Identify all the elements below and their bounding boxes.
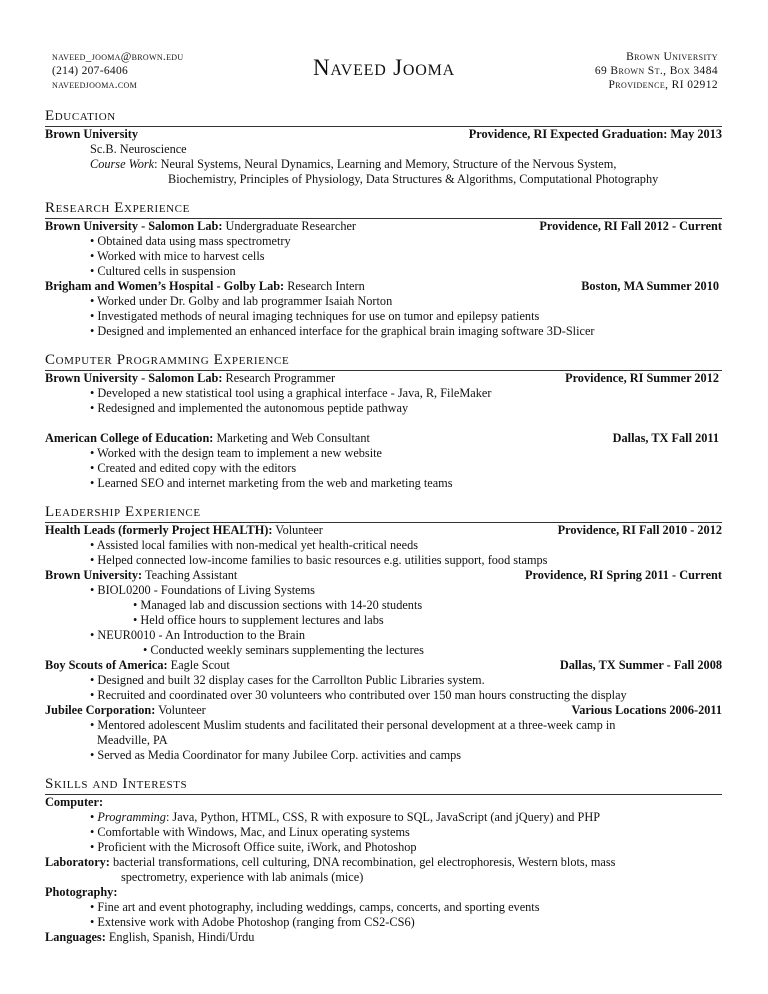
course-list-cont: Biochemistry, Principles of Physiology, Data Structures & Algorithms, Computational Photography	[168, 172, 659, 186]
address-block	[595, 50, 718, 92]
role: Research Programmer	[222, 371, 336, 385]
school: Brown University	[45, 127, 139, 141]
course-work-label: Course Work	[90, 157, 155, 171]
bullet: • Worked with mice to harvest cells	[90, 249, 265, 263]
category-label: Photography:	[45, 885, 118, 899]
bullet: • Helped connected low-income families to basic resources e.g. utilities support, food stamps	[90, 553, 548, 567]
section-heading: Skills and Interests	[45, 776, 722, 795]
bullet: • BIOL0200 - Foundations of Living Systems	[90, 583, 315, 597]
education-entry	[45, 127, 722, 142]
bullet: • Assisted local families with non-medical yet health-critical needs	[90, 538, 419, 552]
entry-header	[45, 703, 722, 718]
location-date: Providence, RI Fall 2012 - Current	[539, 219, 722, 233]
email: naveed_jooma@brown.edu	[52, 51, 184, 63]
bullet: • Extensive work with Adobe Photoshop (ranging from CS2-CS6)	[90, 915, 415, 929]
entry-header	[45, 568, 722, 583]
section-heading: Computer Programming Experience	[45, 352, 722, 371]
bullet-cont: Meadville, PA	[97, 733, 168, 747]
organization: Health Leads (formerly Project HEALTH):	[45, 523, 273, 537]
bullet: • Cultured cells in suspension	[90, 264, 236, 278]
skill-category	[45, 855, 722, 870]
bullet: • Learned SEO and internet marketing from the web and marketing teams	[90, 476, 453, 490]
course-work: Course Work: Neural Systems, Neural Dynamics, Learning and Memory, Structure of the Nervous System,	[90, 157, 617, 171]
bullet: • Proficient with the Microsoft Office suite, iWork, and Photoshop	[90, 840, 417, 854]
bullet: • NEUR0010 - An Introduction to the Brain	[90, 628, 306, 642]
address-line-1: 69 Brown St., Box 3484	[594, 65, 718, 77]
role: Research Intern	[284, 279, 365, 293]
location-date: Providence, RI Summer 2012	[565, 371, 719, 385]
research-section	[45, 200, 722, 339]
location-date: Providence, RI Fall 2010 - 2012	[557, 523, 722, 537]
candidate-name: Naveed Jooma	[313, 55, 455, 80]
education-section	[45, 108, 722, 187]
organization: Brown University - Salomon Lab:	[45, 219, 223, 233]
location-date: Providence, RI Expected Graduation: May 2013	[468, 127, 722, 141]
degree: Sc.B. Neuroscience	[90, 142, 187, 156]
sub-bullet: • Held office hours to supplement lectures and labs	[133, 613, 384, 627]
phone: (214) 207-6406	[52, 65, 129, 77]
skill-category	[45, 930, 722, 945]
lab-text: bacterial transformations, cell culturing, DNA recombination, gel electrophoresis, Western blots, mass	[109, 855, 616, 869]
entry-header	[45, 523, 722, 538]
entry-header	[45, 219, 722, 234]
role: Volunteer	[272, 523, 323, 537]
role: Eagle Scout	[167, 658, 230, 672]
location-date: Various Locations 2006-2011	[571, 703, 722, 717]
website: naveedjooma.com	[52, 79, 138, 91]
role: Marketing and Web Consultant	[213, 431, 370, 445]
section-heading: Research Experience	[45, 200, 722, 219]
location-date: Dallas, TX Summer - Fall 2008	[559, 658, 722, 672]
bullet: • Worked with the design team to implement a new website	[90, 446, 382, 460]
bullet: • Mentored adolescent Muslim students and facilitated their personal development at a three-week camp in	[90, 718, 616, 732]
organization: American College of Education:	[45, 431, 214, 445]
bullet: • Served as Media Coordinator for many Jubilee Corp. activities and camps	[90, 748, 462, 762]
programming-label: Programming	[97, 810, 166, 824]
section-heading: Leadership Experience	[45, 504, 722, 523]
bullet: • Developed a new statistical tool using a graphical interface - Java, R, FileMaker	[90, 386, 492, 400]
entry-header	[45, 371, 722, 386]
bullet: • Designed and built 32 display cases for the Carrollton Public Libraries system.	[90, 673, 485, 687]
location-date: Providence, RI Spring 2011 - Current	[525, 568, 722, 582]
sub-bullet: • Conducted weekly seminars supplementing the lectures	[143, 643, 424, 657]
location-date: Boston, MA Summer 2010	[581, 279, 719, 293]
section-heading: Education	[45, 108, 722, 127]
bullet: • Programming: Java, Python, HTML, CSS, R with exposure to SQL, JavaScript (and jQuery) and PHP	[90, 810, 601, 824]
bullet: • Worked under Dr. Golby and lab programmer Isaiah Norton	[90, 294, 393, 308]
bullet: • Obtained data using mass spectrometry	[90, 234, 291, 248]
category-label: Laboratory:	[45, 855, 110, 869]
category-label: Computer:	[45, 795, 104, 809]
sub-bullet: • Managed lab and discussion sections with 14-20 students	[133, 598, 423, 612]
lab-text-cont: spectrometry, experience with lab animals (mice)	[121, 870, 364, 884]
bullet: • Comfortable with Windows, Mac, and Linux operating systems	[90, 825, 410, 839]
location-date: Dallas, TX Fall 2011	[612, 431, 719, 445]
skill-category	[45, 885, 722, 900]
bullet: • Fine art and event photography, including weddings, camps, concerts, and sporting events	[90, 900, 540, 914]
organization: Brigham and Women’s Hospital - Golby Lab:	[45, 279, 285, 293]
bullet: • Designed and implemented an enhanced interface for the graphical brain imaging software 3D-Slicer	[90, 324, 595, 338]
role: Teaching Assistant	[142, 568, 238, 582]
organization: Jubilee Corporation:	[45, 703, 156, 717]
school-name: Brown University	[626, 51, 718, 63]
skills-section	[45, 776, 722, 945]
skill-category	[45, 795, 722, 810]
role: Undergraduate Researcher	[222, 219, 357, 233]
leadership-section	[45, 504, 722, 763]
entry-header	[45, 431, 722, 446]
address-line-2: Providence, RI 02912	[608, 79, 718, 91]
organization: Boy Scouts of America:	[45, 658, 168, 672]
bullet: • Recruited and coordinated over 30 volunteers who contributed over 150 man hours constructing the display	[90, 688, 627, 702]
role: Volunteer	[155, 703, 206, 717]
bullet: • Created and edited copy with the editors	[90, 461, 297, 475]
bullet: • Investigated methods of neural imaging techniques for use on tumor and epilepsy patients	[90, 309, 540, 323]
organization: Brown University - Salomon Lab:	[45, 371, 223, 385]
entry-header	[45, 658, 722, 673]
bullet: • Redesigned and implemented the autonomous peptide pathway	[90, 401, 409, 415]
entry-header	[45, 279, 722, 294]
course-list: Neural Systems, Neural Dynamics, Learning and Memory, Structure of the Nervous System,	[160, 157, 617, 171]
programming-section	[45, 352, 722, 491]
programming-text: : Java, Python, HTML, CSS, R with exposure to SQL, JavaScript (and jQuery) and PHP	[165, 810, 601, 824]
organization: Brown University:	[45, 568, 143, 582]
category-label: Languages:	[45, 930, 106, 944]
languages-text: English, Spanish, Hindi/Urdu	[105, 930, 255, 944]
